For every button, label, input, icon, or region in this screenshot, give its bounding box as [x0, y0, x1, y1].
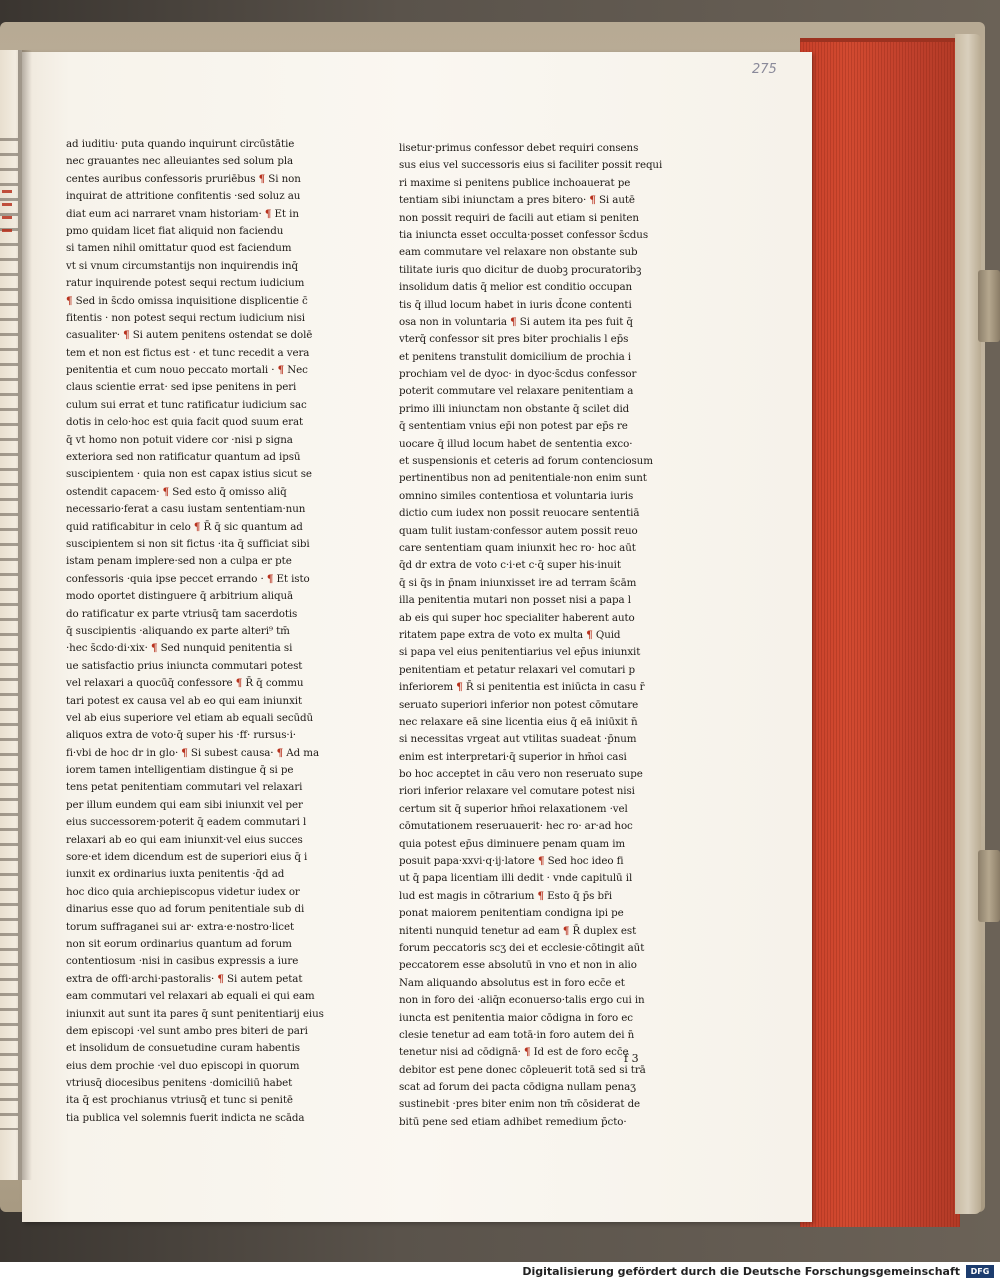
footer-credit: Digitalisierung gefördert durch die Deutsche Forschungsgemeinschaft	[522, 1265, 960, 1278]
text-line: centes auribus confessoris pruriēbus ¶ Si non	[66, 172, 301, 185]
text-line: care sententiam quam iniunxit hec ro· hoc aūt	[399, 541, 636, 554]
text-line: torum suffraganei sui ar· extra·e·nostro·licet	[66, 920, 295, 933]
text-line: diat eum aci narraret vnam historiam· ¶ Et in	[66, 207, 299, 220]
pilcrow-rubric: ¶	[162, 485, 170, 498]
text-line: uocare q̄ illud locum habet de sententia exco·	[399, 437, 633, 450]
pilcrow-rubric: ¶	[523, 1046, 531, 1059]
left-page-text-fragment	[0, 130, 18, 1130]
text-line: tia iniuncta esset occulta·posset confessor s̄cdus	[399, 228, 649, 241]
text-line: ponat maiorem penitentiam condigna ipi pe	[399, 907, 624, 920]
gutter-shadow	[18, 50, 32, 1180]
text-line: insolidum datis q̄ melior est conditio occupan	[399, 281, 633, 294]
text-line: ad iuditiu· puta quando inquirunt circūstātie	[66, 138, 295, 150]
text-line: sore·et idem dicendum est de superiori eius q̄ i	[66, 851, 308, 864]
text-line: non in foro dei ·aliq̄n econuerso·talis ergo cui in	[399, 994, 645, 1007]
text-line: nec grauantes nec alleuiantes sed solum pla	[66, 155, 294, 168]
text-line: ¶ Sed in s̄cdo omissa inquisitione displicentie c̄	[66, 294, 308, 307]
text-line: nec relaxare eā sine licentia eius q̄ eā iniūxit n̄	[399, 715, 638, 728]
pilcrow-rubric: ¶	[276, 746, 284, 759]
text-line: riori inferior relaxare vel comutare potest nisi	[399, 785, 635, 798]
text-line: dictio cum iudex non possit reuocare sententiā	[399, 507, 640, 520]
text-line: contentiosum ·nisi in casibus expressis a iure	[66, 955, 299, 968]
text-line: lud est magis in cōtrarium ¶ Esto q̄ p̄s br̄i	[399, 889, 613, 902]
text-line: nitenti nunquid tenetur ad eam ¶ R̄ duplex est	[399, 924, 637, 937]
book-clasp-lower	[978, 850, 1000, 922]
text-line: cōmutationem reseruauerit· hec ro· ar·ad hoc	[399, 820, 633, 833]
text-line: q̄ si q̄s in p̄nam iniunxisset ire ad terram s̄cām	[399, 576, 637, 589]
pilcrow-rubric: ¶	[537, 889, 544, 902]
text-line: aliquos extra de voto·q̄ super his ·ff· rursus·i·	[66, 729, 296, 742]
footer-bar	[0, 1262, 1000, 1281]
text-line: et suspensionis et ceteris ad forum contenciosum	[399, 455, 653, 468]
pilcrow-rubric: ¶	[217, 972, 224, 985]
pilcrow-rubric: ¶	[589, 194, 596, 207]
text-line: tis q̄ illud locum habet in iuris d̄cone contenti	[399, 298, 632, 311]
text-line: suscipientem · quia non est capax istius sicut se	[66, 468, 312, 481]
pilcrow-rubric: ¶	[266, 572, 274, 585]
text-line: dem episcopi ·vel sunt ambo pres biteri de pari	[66, 1024, 308, 1037]
text-line: pmo quidam licet fiat aliquid non faciendu	[66, 224, 284, 237]
text-line: modo oportet distinguere q̄ arbitrium aliquā	[66, 590, 294, 603]
text-line: ritatem pape extra de voto ex multa ¶ Quid	[399, 628, 621, 641]
text-line: vel ab eius superiore vel etiam ab equali secūdū	[66, 711, 314, 724]
book-board-right	[955, 34, 981, 1214]
text-line: dinarius esse quo ad forum penitentiale sub di	[66, 903, 305, 916]
text-line: penitentiam et petatur relaxari vel comutari p	[399, 663, 635, 676]
pilcrow-rubric: ¶	[586, 628, 593, 641]
text-line: quia potest ep̄us diminuere penam quam im	[399, 837, 626, 850]
text-line: si necessitas vrgeat aut vtilitas suadeat ·p̄num	[399, 733, 637, 746]
pilcrow-rubric: ¶	[193, 520, 201, 533]
text-line: tem et non est fictus est · et tunc recedit a vera	[66, 346, 310, 359]
text-line: et insolidum de consuetudine curam habentis	[66, 1042, 300, 1055]
text-line: poterit commutare vel relaxare penitentiam a	[399, 385, 634, 398]
text-line: iorem tamen intelligentiam distingue q̄ si pe	[66, 764, 294, 777]
text-column-left	[66, 136, 336, 1127]
text-line: seruato superiori inferior non potest cōmutare	[399, 698, 639, 711]
text-line: vt si vnum circumstantijs non inquirendis inq̄	[66, 259, 298, 272]
text-line: eam commutari vel relaxari ab equali ei qui eam	[66, 990, 315, 1003]
pilcrow-rubric: ¶	[456, 681, 463, 694]
text-line: iniunxit aut sunt ita pares q̄ sunt penitentiarij eius	[66, 1007, 324, 1020]
text-line: eius dem prochie ·vel duo episcopi in quorum	[66, 1059, 300, 1072]
text-line: fitentis · non potest sequi rectum iudicium nisi	[66, 311, 305, 324]
pilcrow-rubric: ¶	[258, 172, 266, 185]
red-page-edges	[800, 42, 960, 1227]
pilcrow-rubric: ¶	[66, 294, 73, 307]
text-line: quam tulit iustam·confessor autem possit reuo	[399, 524, 638, 537]
text-line: si papa vel eius penitentiarius vel ep̄us iniunxit	[399, 646, 641, 659]
pilcrow-rubric: ¶	[510, 315, 517, 328]
dfg-logo: DFG	[966, 1265, 994, 1278]
text-line: primo illi iniunctam non obstante q̄ scilet did	[399, 402, 630, 415]
pilcrow-rubric: ¶	[235, 677, 243, 690]
text-line: bitū pene sed etiam adhibet remedium p̄cto·	[399, 1115, 627, 1128]
text-line: et penitens transtulit domicilium de prochia i	[399, 350, 632, 363]
pilcrow-rubric: ¶	[264, 207, 272, 220]
folio-number: 275	[752, 62, 777, 77]
text-line: q̄ sententiam vnius ep̄i non potest par ep̄s re	[399, 420, 628, 433]
pilcrow-rubric: ¶	[562, 924, 570, 937]
text-line: inquirat de attritione confitentis ·sed soluz au	[66, 190, 301, 203]
pilcrow-rubric: ¶	[150, 642, 158, 655]
text-line: omnino similes contentiosa et voluntaria iuris	[399, 489, 634, 502]
text-line: eius successorem·poterit q̄ eadem commutari l	[66, 816, 307, 829]
text-line: vtriusq̄ diocesibus penitens ·domiciliū habet	[66, 1077, 293, 1090]
text-line: casualiter· ¶ Si autem penitens ostendat se dolē	[66, 329, 313, 342]
text-line: non possit requiri de facili aut etiam si peniten	[399, 211, 639, 224]
book-clasp-upper	[978, 270, 1000, 342]
text-line: osa non in voluntaria ¶ Si autem ita pes fuit q̄	[399, 315, 633, 328]
text-line: vterq̄ confessor sit pres biter prochialis l ep̄s	[399, 333, 629, 346]
text-line: iunxit ex ordinarius iuxta penitentis ·q̄d ad	[66, 868, 285, 881]
text-line: iuncta est penitentia maior cōdigna in foro ec	[399, 1011, 633, 1024]
text-line: do ratificatur ex parte vtriusq̄ tam sacerdotis	[66, 607, 298, 620]
pilcrow-rubric: ¶	[181, 746, 188, 759]
text-line: quid ratificabitur in celo ¶ R̄ q̄ sic quantum ad	[66, 520, 303, 533]
text-line: istam penam implere·sed non a culpa er pte	[66, 555, 292, 568]
text-line: tens petat penitentiam commutari vel relaxari	[66, 781, 303, 794]
text-line: penitentia et cum nouo peccato mortali · ¶ Nec	[66, 364, 308, 377]
text-line: si tamen nihil omittatur quod est faciendum	[66, 242, 292, 255]
text-line: lisetur·primus confessor debet requiri consens	[399, 142, 639, 154]
text-line: per illum eundem qui eam sibi iniunxit vel per	[66, 798, 303, 811]
text-line: tentiam sibi iniunctam a pres bitero· ¶ Si autē	[399, 194, 635, 207]
text-line: q̄ vt homo non potuit videre cor ·nisi p signa	[66, 433, 293, 446]
pilcrow-rubric: ¶	[123, 329, 130, 342]
text-line: ratur inquirende potest sequi rectum iudicium	[66, 277, 305, 290]
text-line: ostendit capacem· ¶ Sed esto q̄ omisso aliq̄	[66, 485, 287, 498]
text-line: claus scientie errat· sed ipse penitens in peri	[66, 381, 297, 394]
text-line: certum sit q̄ superior hm̄oi relaxationem ·vel	[399, 802, 628, 815]
text-line: suscipientem si non sit fictus ·ita q̄ sufficiat sibi	[66, 537, 310, 550]
text-line: forum peccatoris scʒ dei et ecclesie·cōtingit aūt	[399, 941, 645, 954]
text-line: illa penitentia mutari non posset nisi a papa l	[399, 594, 631, 607]
text-line: peccatorem esse absolutū in vno et non in alio	[399, 959, 637, 972]
text-line: sus eius vel successoris eius si faciliter possit requi	[399, 159, 663, 172]
text-line: tari potest ex causa vel ab eo qui eam iniunxit	[66, 694, 303, 707]
text-line: hoc dico quia archiepiscopus videtur iudex or	[66, 885, 300, 898]
pilcrow-rubric: ¶	[537, 855, 545, 868]
text-line: dotis in celo·hoc est quia facit quod suum erat	[66, 416, 304, 429]
text-line: ·hec s̄cdo·di·xix· ¶ Sed nunquid penitentia si	[66, 642, 293, 655]
text-line: necessario·ferat a casu iustam sententiam·nun	[66, 503, 306, 516]
text-line: Nam aliquando absolutus est in foro ecc̄e et	[399, 976, 625, 989]
text-line: fi·vbi de hoc dr in glo· ¶ Si subest causa· ¶ Ad ma	[66, 746, 319, 759]
text-line: q̄d dr extra de voto c·i·et c·q̄ super his·inuit	[399, 559, 621, 572]
text-line: q̄ suscipientis ·aliquando ex parte alteri⁹ tm̄	[66, 624, 290, 637]
text-line: scat ad forum dei pacta cōdigna nullam penaʒ	[399, 1081, 636, 1094]
text-line: debitor est pene donec cōpleuerit totā sed si trā	[399, 1063, 646, 1076]
text-line: ri maxime si penitens publice inchoauerat pe	[399, 176, 631, 189]
text-line: extra de offi·archi·pastoralis· ¶ Si autem petat	[66, 972, 303, 985]
text-line: ue satisfactio prius iniuncta commutari potest	[66, 659, 303, 672]
text-line: pertinentibus non ad penitentiale·non enim sunt	[399, 472, 647, 485]
text-line: exteriora sed non ratificatur quantum ad ipsū	[66, 451, 301, 464]
left-page-rubric-marks	[2, 180, 12, 240]
text-line: bo hoc acceptet in cāu vero non reseruato supe	[399, 768, 643, 781]
text-line: clesie tenetur ad eam totā·in foro autem dei n̄	[399, 1028, 635, 1041]
text-line: ita q̄ est prochianus vtriusq̄ et tunc si penitē	[66, 1094, 293, 1107]
text-line: non sit eorum ordinarius quantum ad forum	[66, 937, 292, 950]
text-line: eam commutare vel relaxare non obstante sub	[399, 246, 638, 259]
text-line: posuit papa·xxvi·q·ij·latore ¶ Sed hoc ideo fi	[399, 855, 624, 868]
text-line: tilitate iuris quo dicitur de duobꝫ procuratoribꝫ	[399, 263, 642, 276]
text-line: sustinebit ·pres biter enim non tm̄ cōsiderat de	[399, 1098, 641, 1111]
text-line: ut q̄ papa licentiam illi dedit · vnde capitulū il	[399, 872, 633, 885]
text-column-right	[399, 140, 669, 1131]
text-line: tia publica vel solemnis fuerit indicta ne scāda	[66, 1111, 305, 1124]
pilcrow-rubric: ¶	[277, 364, 285, 377]
text-line: relaxari ab eo qui eam iniunxit·vel eius succes	[66, 833, 303, 846]
text-line: culum sui errat et tunc ratificatur iudicium sac	[66, 398, 307, 411]
text-line: enim est interpretari·q̄ superior in hm̄oi casi	[399, 750, 627, 763]
text-line: tenetur nisi ad cōdignā· ¶ Id est de foro ecc̄e	[399, 1046, 629, 1059]
text-line: confessoris ·quia ipse peccet errando · ¶ Et isto	[66, 572, 310, 585]
text-line: ab eis qui super hoc specialiter haberent auto	[399, 611, 635, 624]
text-line: vel relaxari a quocūq̄ confessore ¶ R̄ q̄ commu	[66, 677, 304, 690]
text-line: inferiorem ¶ R̄ si penitentia est iniūcta in casu r̄	[399, 681, 645, 694]
catchword: f 3	[624, 1052, 639, 1065]
text-line: prochiam vel de dyoc· in dyoc·s̄cdus confessor	[399, 368, 637, 381]
